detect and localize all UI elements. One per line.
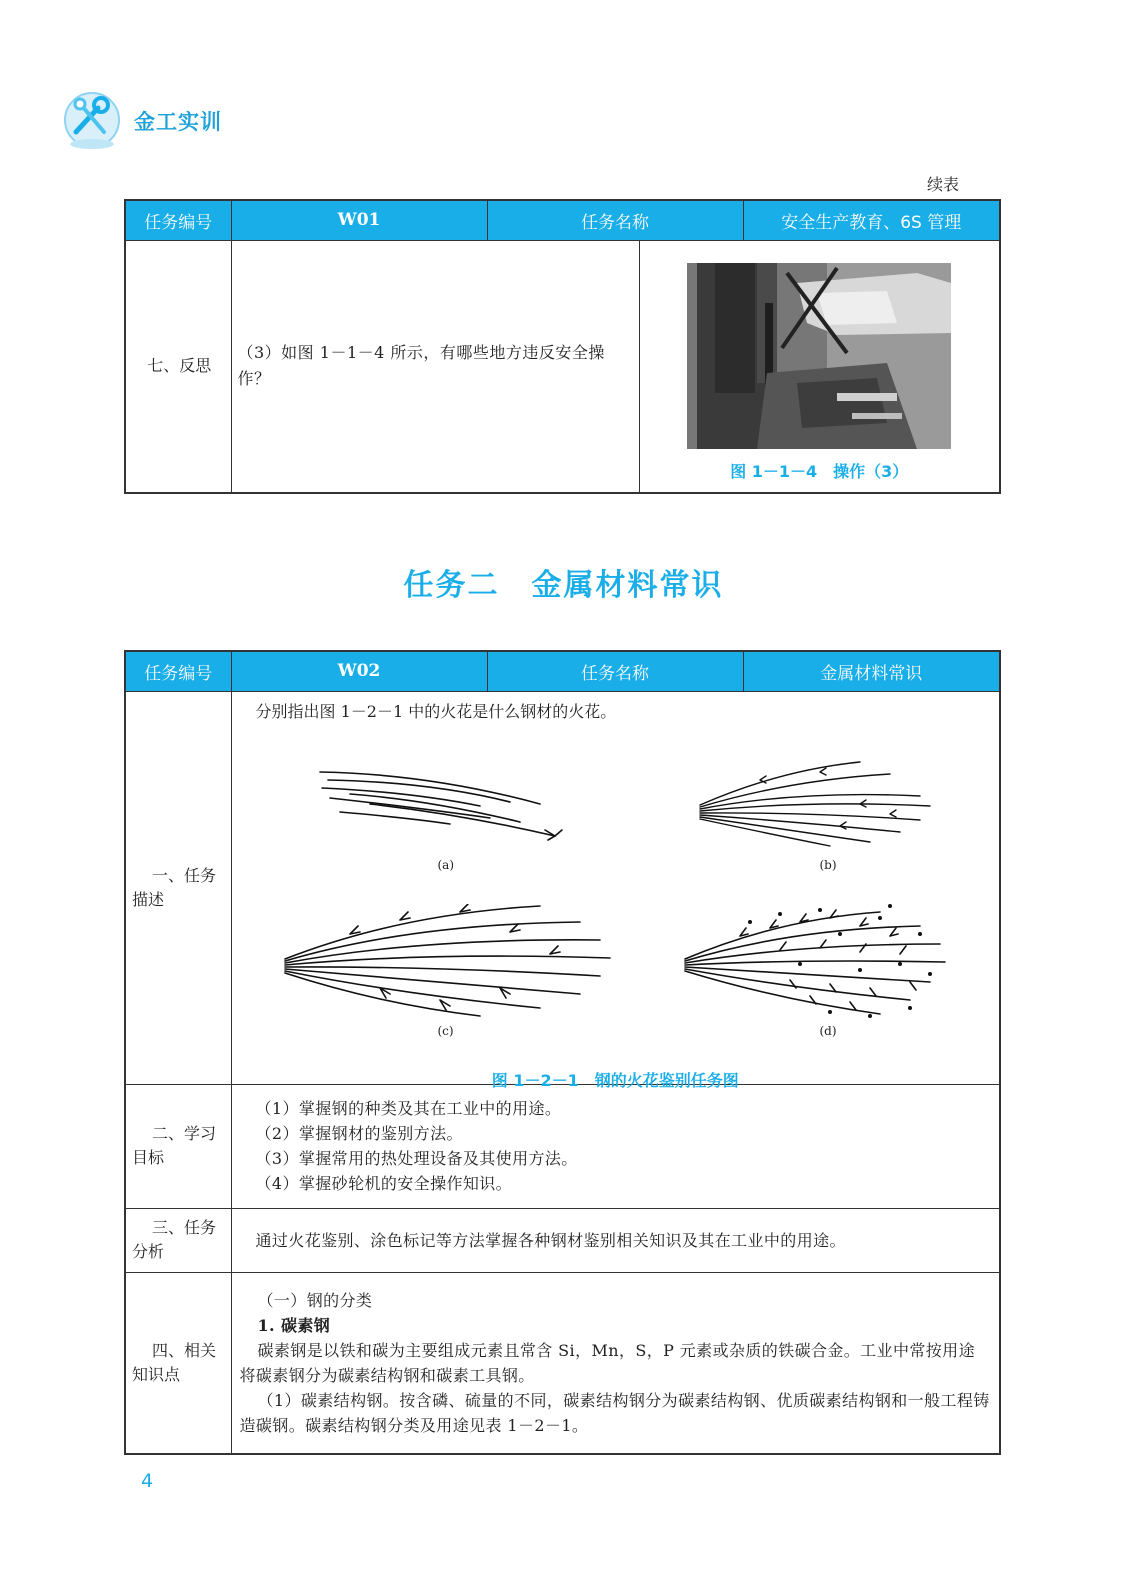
task-name-label: 任务名称 (487, 651, 743, 691)
task-analysis-row (125, 1208, 1000, 1272)
task-name-label: 任务名称 (487, 200, 743, 240)
continued-label: 续表 (926, 175, 959, 194)
task-description-row (125, 691, 1000, 1084)
label-line: 目标 (132, 1148, 165, 1167)
goal-item: （1）掌握钢的种类及其在工业中的用途。 (255, 1099, 562, 1118)
goals-cell (231, 1084, 1000, 1208)
sub-label-c: (c) (437, 1023, 454, 1038)
reflection-question: （3）如图 1－1－4 所示，有哪些地方违反安全操作？ (231, 240, 639, 493)
row-label-description (125, 691, 231, 1084)
task-code-value: W02 (231, 651, 487, 691)
task-table-w02 (124, 650, 1001, 1455)
spark-diagram-b (690, 760, 950, 850)
table-header-row (125, 651, 1000, 691)
row-label-knowledge (125, 1272, 231, 1454)
spark-diagram-d (680, 904, 960, 1024)
task-code-value: W01 (231, 200, 487, 240)
row-label-reflection: 七、反思 (125, 240, 231, 493)
table-header-row (125, 200, 1000, 240)
description-intro: 分别指出图 1－2－1 中的火花是什么钢材的火花。 (255, 701, 617, 721)
figure-caption-1-1-4: 图 1－1－4 操作（3） (730, 461, 909, 481)
task-name-value: 安全生产教育、6S 管理 (743, 200, 1000, 240)
spark-diagram-a (310, 764, 570, 844)
goal-item: （4）掌握砂轮机的安全操作知识。 (255, 1174, 513, 1193)
reflection-row (125, 240, 1000, 493)
goal-item: （2）掌握钢材的鉴别方法。 (255, 1124, 463, 1143)
label-line: 知识点 (132, 1364, 181, 1384)
section-title: 任务二 金属材料常识 (403, 568, 724, 603)
label-line: 四、相关 (152, 1340, 217, 1360)
knowledge-paragraph: （1）碳素结构钢。按含磷、硫量的不同，碳素结构钢分为碳素结构钢、优质碳素结构钢和一般工程铸造碳钢。碳素结构钢分类及用途见表 1－2－1。 (239, 1390, 990, 1435)
label-line: 二、学习 (152, 1124, 217, 1143)
spark-diagram-c (280, 904, 620, 1024)
label-line: 一、任务 (152, 865, 217, 885)
row-label-goals (125, 1084, 231, 1208)
row-label-analysis (125, 1208, 231, 1272)
knowledge-cell (231, 1272, 1000, 1454)
goal-item: （3）掌握常用的热处理设备及其使用方法。 (255, 1149, 578, 1168)
drill-press-photo (687, 263, 951, 449)
sub-label-b: (b) (819, 857, 837, 872)
task-table-w01 (124, 199, 1001, 494)
book-title: 金工实训 (134, 109, 222, 134)
knowledge-row (125, 1272, 1000, 1454)
tools-logo-icon (62, 88, 122, 152)
description-cell (231, 691, 1000, 1090)
figure-cell (639, 240, 1000, 493)
knowledge-subheading: 1. 碳素钢 (257, 1315, 331, 1335)
spark-figure (240, 724, 992, 1090)
label-line: 分析 (132, 1242, 165, 1261)
knowledge-heading: （一）钢的分类 (257, 1290, 373, 1310)
task-name-value: 金属材料常识 (743, 651, 1000, 691)
figure-caption-1-2-1: 图 1－2－1 钢的火花鉴别任务图 (491, 1070, 739, 1090)
label-line: 描述 (132, 889, 165, 909)
analysis-text: 通过火花鉴别、涂色标记等方法掌握各种钢材鉴别相关知识及其在工业中的用途。 (231, 1208, 1000, 1272)
task-code-label: 任务编号 (125, 200, 231, 240)
page-number: 4 (141, 1470, 154, 1492)
label-line: 三、任务 (152, 1218, 217, 1237)
task-code-label: 任务编号 (125, 651, 231, 691)
sub-label-d: (d) (819, 1023, 837, 1038)
learning-goals-row (125, 1084, 1000, 1208)
running-header (62, 88, 362, 152)
sub-label-a: (a) (437, 857, 455, 872)
knowledge-paragraph: 碳素钢是以铁和碳为主要组成元素且常含 Si，Mn，S，P 元素或杂质的铁碳合金。工业中常按用途将碳素钢分为碳素结构钢和碳素工具钢。 (239, 1340, 975, 1385)
